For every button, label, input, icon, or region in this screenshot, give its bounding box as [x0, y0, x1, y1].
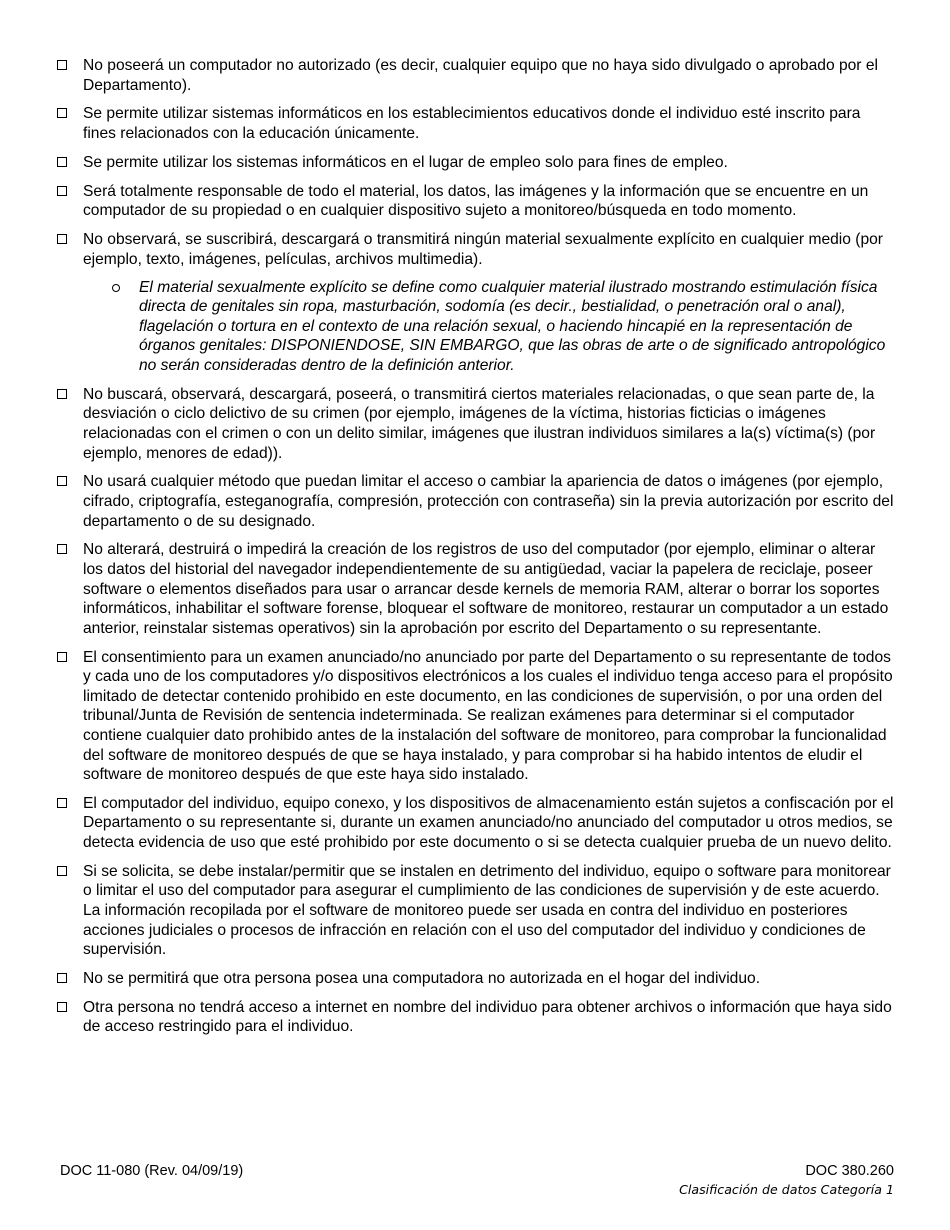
checkbox-icon [57, 186, 67, 196]
list-item [56, 104, 896, 143]
list-item [56, 153, 896, 173]
data-classification: Clasificación de datos Categoría 1 [679, 1182, 894, 1197]
item-text: Se permite utilizar los sistemas informáticos en el lugar de empleo solo para fines de empleo. [83, 153, 728, 171]
item-text: Será totalmente responsable de todo el material, los datos, las imágenes y la información que se encuentre en un computador de su propiedad o en cualquier dispositivo sujeto a monitoreo/búsqueda en todo momento. [83, 182, 869, 220]
list-item [56, 472, 896, 531]
checkbox-icon [57, 973, 67, 983]
definition-subitem [56, 278, 896, 376]
list-item [56, 794, 896, 853]
item-text: No poseerá un computador no autorizado (es decir, cualquier equipo que no haya sido divulgado o aprobado por el Departamento). [83, 57, 878, 94]
checkbox-icon [57, 389, 67, 399]
item-text: El consentimiento para un examen anunciado/no anunciado por parte del Departamento o su representante de todos y cada uno de los computadores y/o dispositivos electrónicos a los cuales el individuo tenga acceso para el propósito limitado de detectar contenido prohibido en este documento, en las condiciones de supervisión, o por una orden del tribunal/Junta de Revisión de sentencia indeterminada. Se realizan exámenes para determinar si el computador contiene cualquier dato prohibido antes de la instalación del software de monitoreo, para comprobar la funcionalidad del software de monitoreo después de que se haya instalado, y para comprobar si ha habido intentos de eludir el software de monitoreo después de que este haya sido instalado. [83, 648, 893, 784]
item-text: El computador del individuo, equipo conexo, y los dispositivos de almacenamiento están sujetos a confiscación por el Departamento o su representante si, durante un examen anunciado/no anunciado del computador u otros medios, se detecta evidencia de uso que esté prohibido por este documento o si se detecta cualquier prueba de un nuevo delito. [83, 794, 894, 852]
circle-bullet-icon [112, 284, 120, 292]
list-item [56, 540, 896, 638]
checkbox-icon [57, 234, 67, 244]
list-item [56, 648, 896, 785]
checkbox-icon [57, 1002, 67, 1012]
checkbox-icon [57, 798, 67, 808]
checkbox-icon [57, 544, 67, 554]
list-item [56, 230, 896, 269]
item-text: No se permitirá que otra persona posea una computadora no autorizada en el hogar del individuo. [83, 970, 761, 987]
item-text: No usará cualquier método que puedan limitar el acceso o cambiar la apariencia de datos o imágenes (por ejemplo, cifrado, criptografía, esteganografía, compresión, protección con contraseña) sin la previa autorización por escrito del departamento o de su designado. [83, 473, 894, 530]
item-text: Otra persona no tendrá acceso a internet en nombre del individuo para obtener archivos o información que haya sido de acceso restringido para el individuo. [83, 998, 892, 1036]
item-text: No observará, se suscribirá, descargará o transmitirá ningún material sexualmente explícito en cualquier medio (por ejemplo, texto, imágenes, películas, archivos multimedia). [83, 230, 883, 268]
list-item [56, 182, 896, 221]
checkbox-icon [57, 108, 67, 118]
checkbox-icon [57, 476, 67, 486]
subitem-text: El material sexualmente explícito se define como cualquier material ilustrado mostrando estimulación física directa de genitales sin ropa, masturbación, sodomía (es decir., bestialidad, o penetración oral o anal), flagelación o tortura en el contexto de una relación sexual, o haciendo hincapié en la representación de órganos genitales: DISPONIENDOSE, SIN EMBARGO, que las obras de arte o de significado antropológico no serán consideradas dentro de la definición anterior. [139, 278, 886, 375]
footer-right [679, 1163, 894, 1197]
form-number: DOC 11-080 (Rev. 04/09/19) [60, 1163, 244, 1179]
policy-number: DOC 380.260 [805, 1163, 894, 1179]
item-text: No alterará, destruirá o impedirá la creación de los registros de uso del computador (por ejemplo, eliminar o alterar los datos del historial del navegador independientemente de su antigüedad, vaciar la papelera de reciclaje, poseer software o elementos diseñados para usar o arrancar desde kernels de memoria RAM, alterar o borrar los soportes informáticos, inhabilitar el software forense, bloquear el software de monitoreo, restaurar un computador a un estado anterior, reinstalar sistemas operativos) sin la aprobación por escrito del Departamento o su representante. [83, 541, 889, 637]
list-item [56, 998, 896, 1037]
checkbox-icon [57, 60, 67, 70]
item-text: Si se solicita, se debe instalar/permitir que se instalen en detrimento del individuo, equipo o software para monitorear o limitar el uso del computador para asegurar el cumplimiento de las condiciones de supervisión y de este acuerdo. La información recopilada por el software de monitoreo puede ser usada en contra del individuo en posteriores acciones judiciales o procesos de infracción en relación con el uso del computador del individuo y condiciones de supervisión. [83, 862, 891, 959]
list-item [56, 969, 896, 989]
list-item [56, 56, 896, 95]
conditions-list [56, 56, 896, 1046]
checkbox-icon [57, 866, 67, 876]
checkbox-icon [57, 652, 67, 662]
list-item [56, 385, 896, 463]
list-item [56, 862, 896, 960]
item-text: No buscará, observará, descargará, poseerá, o transmitirá ciertos materiales relacionadas, o que sean parte de, la desviación o ciclo delictivo de su crimen (por ejemplo, imágenes de la víctima, historias ficticias o imágenes relacionadas con el crimen o con un delito similar, imágenes que ilustran individuos similares a la(s) víctima(s) (por ejemplo, menores de edad)). [83, 385, 876, 462]
item-text: Se permite utilizar sistemas informáticos en los establecimientos educativos donde el individuo esté inscrito para fines relacionados con la educación únicamente. [83, 105, 861, 142]
checkbox-icon [57, 157, 67, 167]
